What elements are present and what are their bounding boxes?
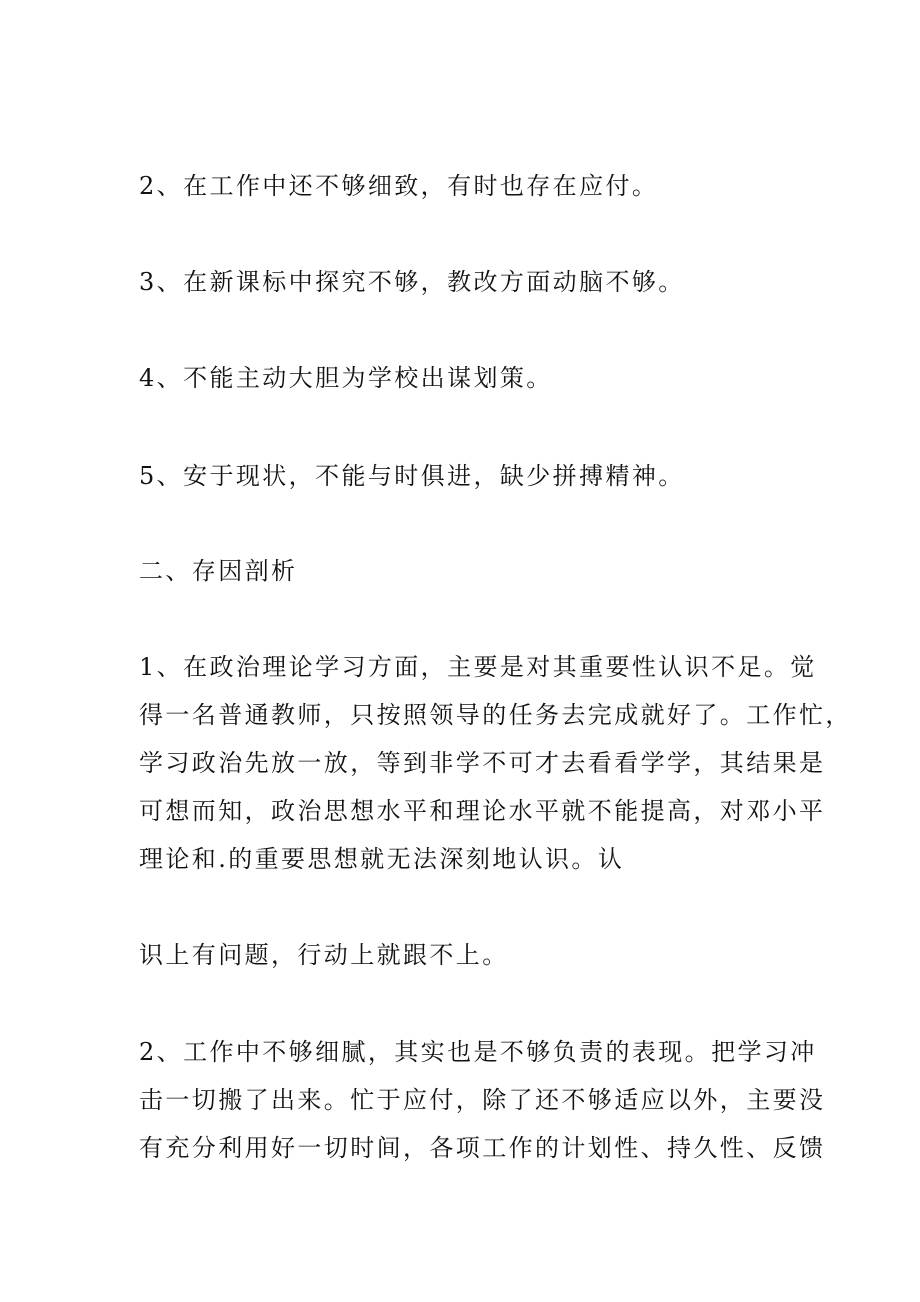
analysis-paragraph-continuation xyxy=(139,931,784,979)
text-line: 有充分利用好一切时间，各项工作的计划性、持久性、反馈 xyxy=(139,1134,826,1162)
section-heading xyxy=(139,547,784,595)
text-line: 学习政治先放一放，等到非学不可才去看看学学，其结果是 xyxy=(139,749,826,777)
text-line: 2、在工作中还不够细致，有时也存在应付。 xyxy=(139,172,659,200)
text-line: 识上有问题，行动上就跟不上。 xyxy=(139,941,509,969)
text-line: 可想而知，政治思想水平和理论水平就不能提高，对邓小平 xyxy=(139,797,826,825)
paragraph-item-4 xyxy=(139,354,784,402)
text-line: 4、不能主动大胆为学校出谋划策。 xyxy=(139,364,553,392)
text-line: 击一切搬了出来。忙于应付，除了还不够适应以外，主要没 xyxy=(139,1086,826,1114)
analysis-paragraph-1 xyxy=(139,643,852,883)
paragraph-item-2 xyxy=(139,162,784,210)
text-line: 2、工作中不够细腻，其实也是不够负责的表现。把学习冲 xyxy=(139,1038,817,1066)
text-line: 二、存因剖析 xyxy=(139,557,298,585)
text-line: 3、在新课标中探究不够，教改方面动脑不够。 xyxy=(139,268,685,296)
analysis-paragraph-2 xyxy=(139,1028,826,1172)
text-line: 1、在政治理论学习方面，主要是对其重要性认识不足。觉 xyxy=(139,653,817,681)
paragraph-item-3 xyxy=(139,258,784,306)
text-line: 理论和.的重要思想就无法深刻地认识。认 xyxy=(139,845,625,873)
paragraph-item-5 xyxy=(139,452,784,500)
text-line: 5、安于现状，不能与时俱进，缺少拼搏精神。 xyxy=(139,462,685,490)
text-line: 得一名普通教师，只按照领导的任务去完成就好了。工作忙， xyxy=(139,701,852,729)
